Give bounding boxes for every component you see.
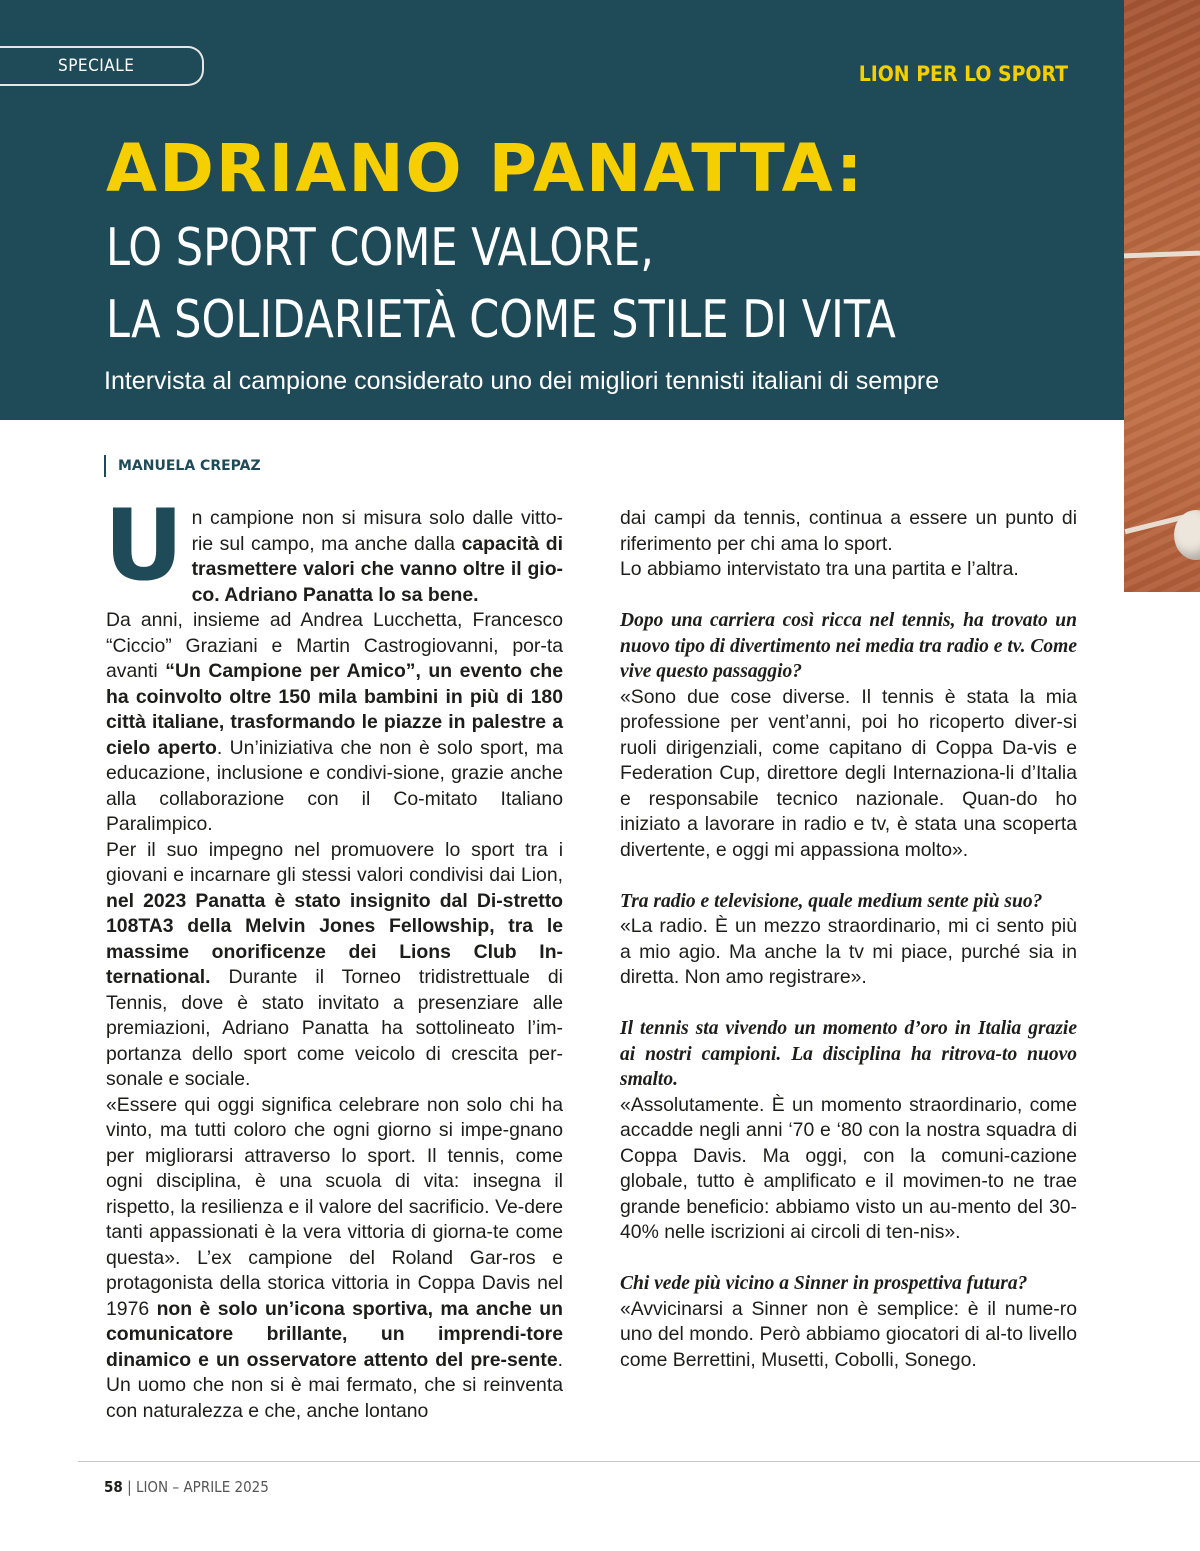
bold-run: capacità di trasmettere valori che vanno oltre il gio-co. Adriano Panatta lo sa bene.: [191, 532, 563, 606]
text-run: «Essere qui oggi significa celebrare non solo chi ha vinto, ma tutti coloro che ogni giorno si impe-gnano per migliorarsi attraverso lo sport. Il tennis, come ogni disciplina, è una scuola di vita: insegna il rispetto, la resilienza e il valore del sacrificio. Ve-dere tanti appassionati è la vera vittoria di giorna-te come questa». L’ex campione del Roland Gar-ros e protagonista della storica vittoria in Coppa Davis nel 1976: [106, 1093, 563, 1320]
subtitle-line-1: LO SPORT COME VALORE,: [106, 218, 654, 278]
tennis-court-photo: [1124, 0, 1200, 592]
paragraph: Lo abbiamo intervistato tra una partita e l’altra.: [620, 558, 1019, 580]
paragraph: [106, 1093, 563, 1425]
page-footer: [104, 1478, 269, 1496]
paragraph: [106, 608, 563, 838]
byline: MANUELA CREPAZ: [104, 455, 261, 477]
article-title: ADRIANO PANATTA:: [106, 130, 865, 207]
text-run: n campione non si misura solo dalle vitto-rie sul campo, ma anche dalla: [191, 507, 563, 555]
text-run: . Un uomo che non si è mai fermato, che si reinventa con naturalezza e che, anche lontano: [106, 1348, 563, 1422]
interview-answer: «Assolutamente. È un momento straordinario, come accadde negli anni ‘70 e ‘80 con la nostra squadra di Coppa Davis. Ma oggi, con la comuni-cazione globale, tutto è amplificato e il movimen-to ne trae grande beneficio: abbiamo visto un au-mento del 30-40% nelle iscrizioni ai circoli di ten-nis».: [620, 1093, 1077, 1243]
paragraph: [106, 838, 563, 1093]
footer-rule: [78, 1461, 1200, 1462]
spacer: [620, 583, 1077, 609]
publication-info: LION – APRILE 2025: [135, 1478, 269, 1496]
subtitle-line-2: LA SOLIDARIETÀ COME STILE DI VITA: [106, 290, 896, 350]
spacer: [620, 1246, 1077, 1272]
footer-separator: |: [127, 1478, 132, 1496]
text-run: Durante il Torneo tridistrettuale di Tennis, dove è stato invitato a presenziare alle premiazioni, Adriano Panatta ha sottolineato l’im-portanza dello sport come veicolo di crescita per-sonale e sociale.: [106, 966, 563, 1090]
court-line: [1124, 251, 1200, 259]
bold-run: non è solo un’icona sportiva, ma anche un comunicatore brillante, un imprendi-tore dinamico e un osservatore attento del pre-sente: [106, 1297, 563, 1371]
interview-answer: «Sono due cose diverse. Il tennis è stata la mia professione per vent’anni, poi ho ricoperto diver-si ruoli dirigenziali, come capitano di Coppa Da-vis e Federation Cup, direttore degli Internaziona-li d’Italia e responsabile tecnico nazionale. Quan-do ho iniziato a lavorare in radio e tv, è stata una scoperta divertente, e oggi mi appassiona molto».: [620, 685, 1077, 861]
section-tab-label: SPECIALE: [58, 56, 135, 76]
text-run: Per il suo impegno nel promuovere lo sport tra i giovani e incarnare gli stessi valori condivisi dai Lion,: [106, 838, 563, 886]
interview-answer: «Avvicinarsi a Sinner non è semplice: è il nume-ro uno del mondo. Però abbiamo giocatori di al-to livello come Berrettini, Musetti, Cobolli, Sonego.: [620, 1297, 1077, 1371]
interview-question: Dopo una carriera così ricca nel tennis, ha trovato un nuovo tipo di divertimento nei media tra radio e tv. Come vive questo passaggio?: [620, 610, 1077, 682]
paragraph: [104, 489, 563, 608]
interview-question: Tra radio e televisione, quale medium sente più suo?: [620, 890, 1043, 912]
text-run: Da anni, insieme ad Andrea Lucchetta, Francesco “Ciccio” Graziani e Martin Castrogiovanni, por-ta avanti: [106, 609, 563, 682]
spacer: [620, 863, 1077, 889]
article-subtitle: [106, 212, 896, 356]
interview-question: Chi vede più vicino a Sinner in prospettiva futura?: [620, 1273, 1028, 1294]
article-column-right: [620, 506, 1077, 1373]
page-number: 58: [104, 1478, 123, 1496]
text-run: . Un’iniziativa che non è solo sport, ma educazione, inclusione e condivi-sione, grazie anche alla collaborazione con il Co-mitato Italiano Paralimpico.: [106, 736, 563, 835]
spacer: [620, 991, 1077, 1017]
interview-answer: «La radio. È un mezzo straordinario, mi ci sento più a mio agio. Ma anche la tv mi piace, purché sia in diretta. Non amo registrare».: [620, 915, 1077, 988]
drop-cap: U: [104, 489, 184, 603]
standfirst: Intervista al campione considerato uno dei migliori tennisti italiani di sempre: [104, 367, 940, 395]
paragraph: dai campi da tennis, continua a essere un punto di riferimento per chi ama lo sport.: [620, 507, 1077, 555]
interview-question: Il tennis sta vivendo un momento d’oro in Italia grazie ai nostri campioni. La disciplina ha ritrova-to nuovo smalto.: [620, 1018, 1077, 1090]
bold-run: nel 2023 Panatta è stato insignito dal Di-stretto 108TA3 della Melvin Jones Fellowship, tra le massime onorificenze dei Lions Club In-ternational.: [106, 889, 563, 988]
article-column-left: [104, 489, 563, 1424]
column-label: LION PER LO SPORT: [858, 62, 1068, 86]
bold-run: “Un Campione per Amico”, un evento che ha coinvolto oltre 150 mila bambini in più di 180 città italiane, trasformando le piazze in palestre a cielo aperto: [106, 660, 563, 759]
